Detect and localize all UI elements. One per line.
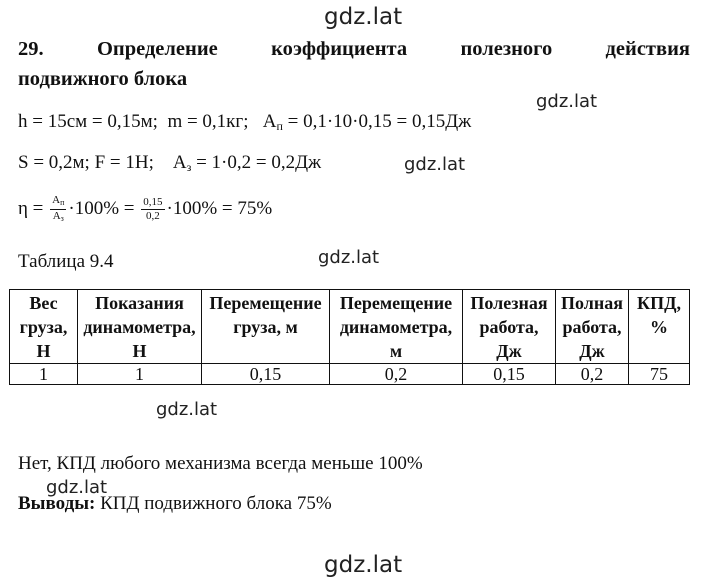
watermark: gdz.lat bbox=[324, 4, 403, 30]
watermark: gdz.lat bbox=[156, 399, 218, 420]
column-header: Полезная работа, Дж bbox=[463, 290, 556, 364]
table-caption: Таблица 9.4 bbox=[18, 251, 114, 272]
task-title-line-2: подвижного блока bbox=[18, 68, 188, 90]
fraction-work-ratio: $\frac{A_п}{A_з}$ bbox=[52, 194, 65, 223]
formula-useful-work: h = 15см = 0,15м; m = 0,1кг; $A_п = 0,1\cdot 10\cdot 0,15 = 0,15Дж$ bbox=[18, 111, 472, 133]
task-title bbox=[18, 34, 690, 94]
table-cell: 1 bbox=[10, 364, 78, 385]
task-number: 29. bbox=[18, 38, 44, 60]
column-header: Полная работа, Дж bbox=[556, 290, 629, 364]
title-word: действия bbox=[605, 38, 690, 60]
table-cell: 75 bbox=[629, 364, 690, 385]
table-cell: 1 bbox=[78, 364, 202, 385]
formula-efficiency: η = $\frac{A_п}{A_з}$ ·100% = $\frac{0,15}{0,2}$ ·100% = 75% bbox=[18, 194, 273, 223]
conclusion-text: КПД подвижного блока 75% bbox=[95, 493, 332, 514]
conclusion bbox=[18, 493, 332, 515]
title-word: коэффициента bbox=[271, 38, 408, 60]
table-row bbox=[10, 364, 690, 385]
column-header: Показания динамометра, Н bbox=[78, 290, 202, 364]
column-header: Перемещение груза, м bbox=[202, 290, 330, 364]
watermark: gdz.lat bbox=[404, 154, 466, 175]
title-word: Определение bbox=[96, 38, 218, 60]
title-word: полезного bbox=[460, 38, 553, 60]
fraction-values: $\frac{0,15}{0,2}$ bbox=[143, 196, 163, 222]
table-cell: 0,15 bbox=[463, 364, 556, 385]
column-header: КПД, % bbox=[629, 290, 690, 364]
formula-total-work: S = 0,2м; F = 1Н; $A_з = 1\cdot 0,2 = 0,2Дж$ bbox=[18, 152, 322, 174]
task-title-line-1 bbox=[18, 34, 690, 64]
table-cell: 0,2 bbox=[556, 364, 629, 385]
answer-text: Нет, КПД любого механизма всегда меньше 100% bbox=[18, 453, 423, 474]
table-cell: 0,2 bbox=[330, 364, 463, 385]
column-header: Перемещение динамометра, м bbox=[330, 290, 463, 364]
column-header: Вес груза, Н bbox=[10, 290, 78, 364]
conclusion-label: Выводы: bbox=[18, 493, 96, 514]
watermark: gdz.lat bbox=[46, 477, 108, 498]
watermark: gdz.lat bbox=[318, 247, 380, 268]
table-cell: 0,15 bbox=[202, 364, 330, 385]
table-header-row bbox=[10, 290, 690, 364]
watermark: gdz.lat bbox=[324, 552, 403, 578]
results-table bbox=[9, 289, 690, 385]
watermark: gdz.lat bbox=[536, 91, 598, 112]
